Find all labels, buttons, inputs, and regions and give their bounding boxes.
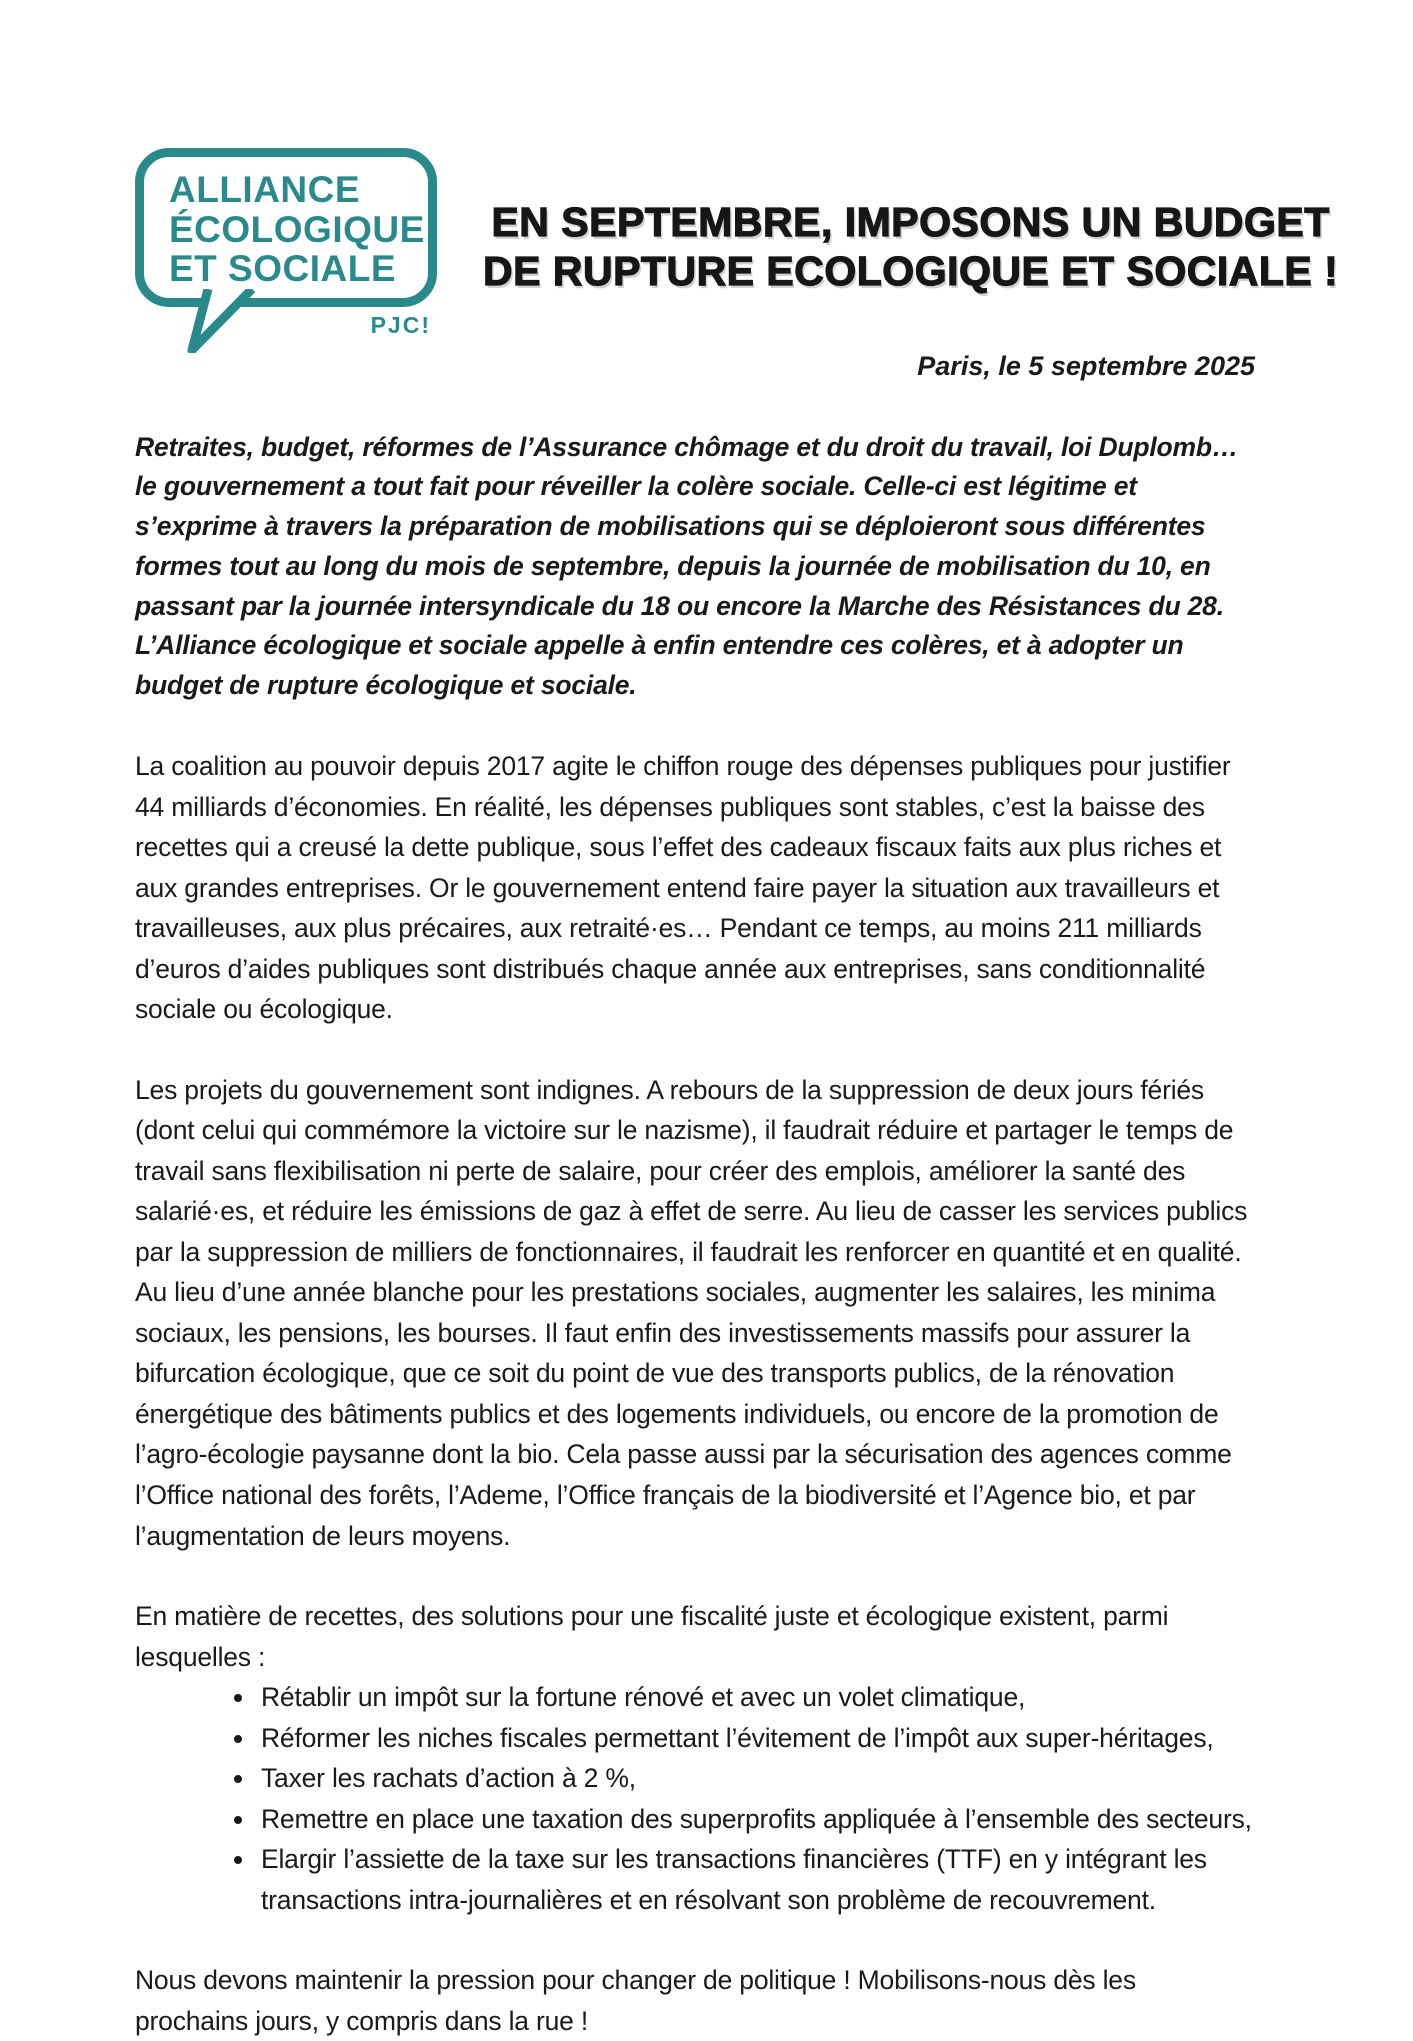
title-line-2: DE RUPTURE ECOLOGIQUE ET SOCIALE ! [483, 248, 1339, 295]
list-item: • Taxer les rachats d’action à 2 %, [257, 1758, 1255, 1799]
logo-text-line: ÉCOLOGIQUE [169, 208, 425, 250]
alliance-logo [135, 148, 483, 339]
speech-bubble-tail-icon [172, 289, 267, 353]
solutions-intro: En matière de recettes, des solutions pour une fiscalité juste et écologique existent, parmi lesquelles : [135, 1601, 1169, 1672]
body-paragraph-2: Les projets du gouvernement sont indignes. A rebours de la suppression de deux jours fériés (dont celui qui commémore la victoire sur le nazisme), il faudrait réduire et partager le temps de travail sans flexibilisation ni perte de salaire, pour créer des emplois, améliorer la santé des salarié·es, et réduire les émissions de gaz à effet de serre. Au lieu de casser les services publics par la suppression de milliers de fonctionnaires, il faudrait les renforcer en quantité et en qualité. Au lieu d’une année blanche pour les prestations sociales, augmenter les salaires, les minima sociaux, les pensions, les bourses. Il faut enfin des investissements massifs pour assurer la bifurcation écologique, que ce soit du point de vue des transports publics, de la rénovation énergétique des bâtiments publics et des logements individuels, ou encore de la promotion de l’agro-écologie paysanne dont la bio. Cela passe aussi par la sécurisation des agences comme l’Office national des forêts, l’Ademe, l’Office français de la biodiversité et l’Agence bio, et par l’augmentation de leurs moyens. [135, 1074, 1248, 1551]
list-item: • Rétablir un impôt sur la fortune rénové et avec un volet climatique, [257, 1677, 1255, 1718]
header [135, 148, 1339, 339]
logo-text-line: ALLIANCE [169, 169, 361, 210]
dateline: Paris, le 5 septembre 2025 [917, 350, 1255, 381]
list-item: • Réformer les niches fiscales permettant l’évitement de l’impôt aux super-héritages, [257, 1718, 1255, 1759]
logo-speech-bubble [135, 148, 437, 307]
title-line-1: EN SEPTEMBRE, IMPOSONS UN BUDGET [491, 199, 1330, 245]
intro-paragraph: Retraites, budget, réformes de l’Assurance chômage et du droit du travail, loi Duplomb… le gouvernement a tout fait pour réveiller la colère sociale. Celle-ci est légitime et s’exprime à travers la préparation de mobilisations qui se déploieront sous différentes formes tout au long du mois de septembre, depuis la journée de mobilisation du 10, en passant par la journée intersyndicale du 18 ou encore la Marche des Résistances du 28. L’Alliance écologique et sociale appelle à enfin entendre ces colères, et à adopter un budget de rupture écologique et sociale. [135, 431, 1239, 701]
logo-text-line: ET SOCIALE [169, 248, 397, 290]
list-item: • Elargir l’assiette de la taxe sur les transactions financières (TTF) en y intégrant les transactions intra-journalières et en résolvant son problème de recouvrement. [257, 1839, 1255, 1920]
closing-paragraph: Nous devons maintenir la pression pour changer de politique ! Mobilisons-nous dès les prochains jours, y compris dans la rue ! [135, 1965, 1136, 2036]
logo-tagline: PJC! [370, 311, 431, 338]
document-title [483, 148, 1338, 296]
solutions-section [135, 1596, 1255, 1920]
list-item: • Remettre en place une taxation des superprofits appliquée à l’ensemble des secteurs, [257, 1799, 1255, 1840]
solutions-list [135, 1677, 1255, 1920]
body-paragraph-1: La coalition au pouvoir depuis 2017 agite le chiffon rouge des dépenses publiques pour justifier 44 milliards d’économies. En réalité, les dépenses publiques sont stables, c’est la baisse des recettes qui a creusé la dette publique, sous l’effet des cadeaux fiscaux faits aux plus riches et aux grandes entreprises. Or le gouvernement entend faire payer la situation aux travailleurs et travailleuses, aux plus précaires, aux retraité·es… Pendant ce temps, au moins 211 milliards d’euros d’aides publiques sont distribués chaque année aux entreprises, sans conditionnalité sociale ou écologique. [135, 750, 1231, 1025]
